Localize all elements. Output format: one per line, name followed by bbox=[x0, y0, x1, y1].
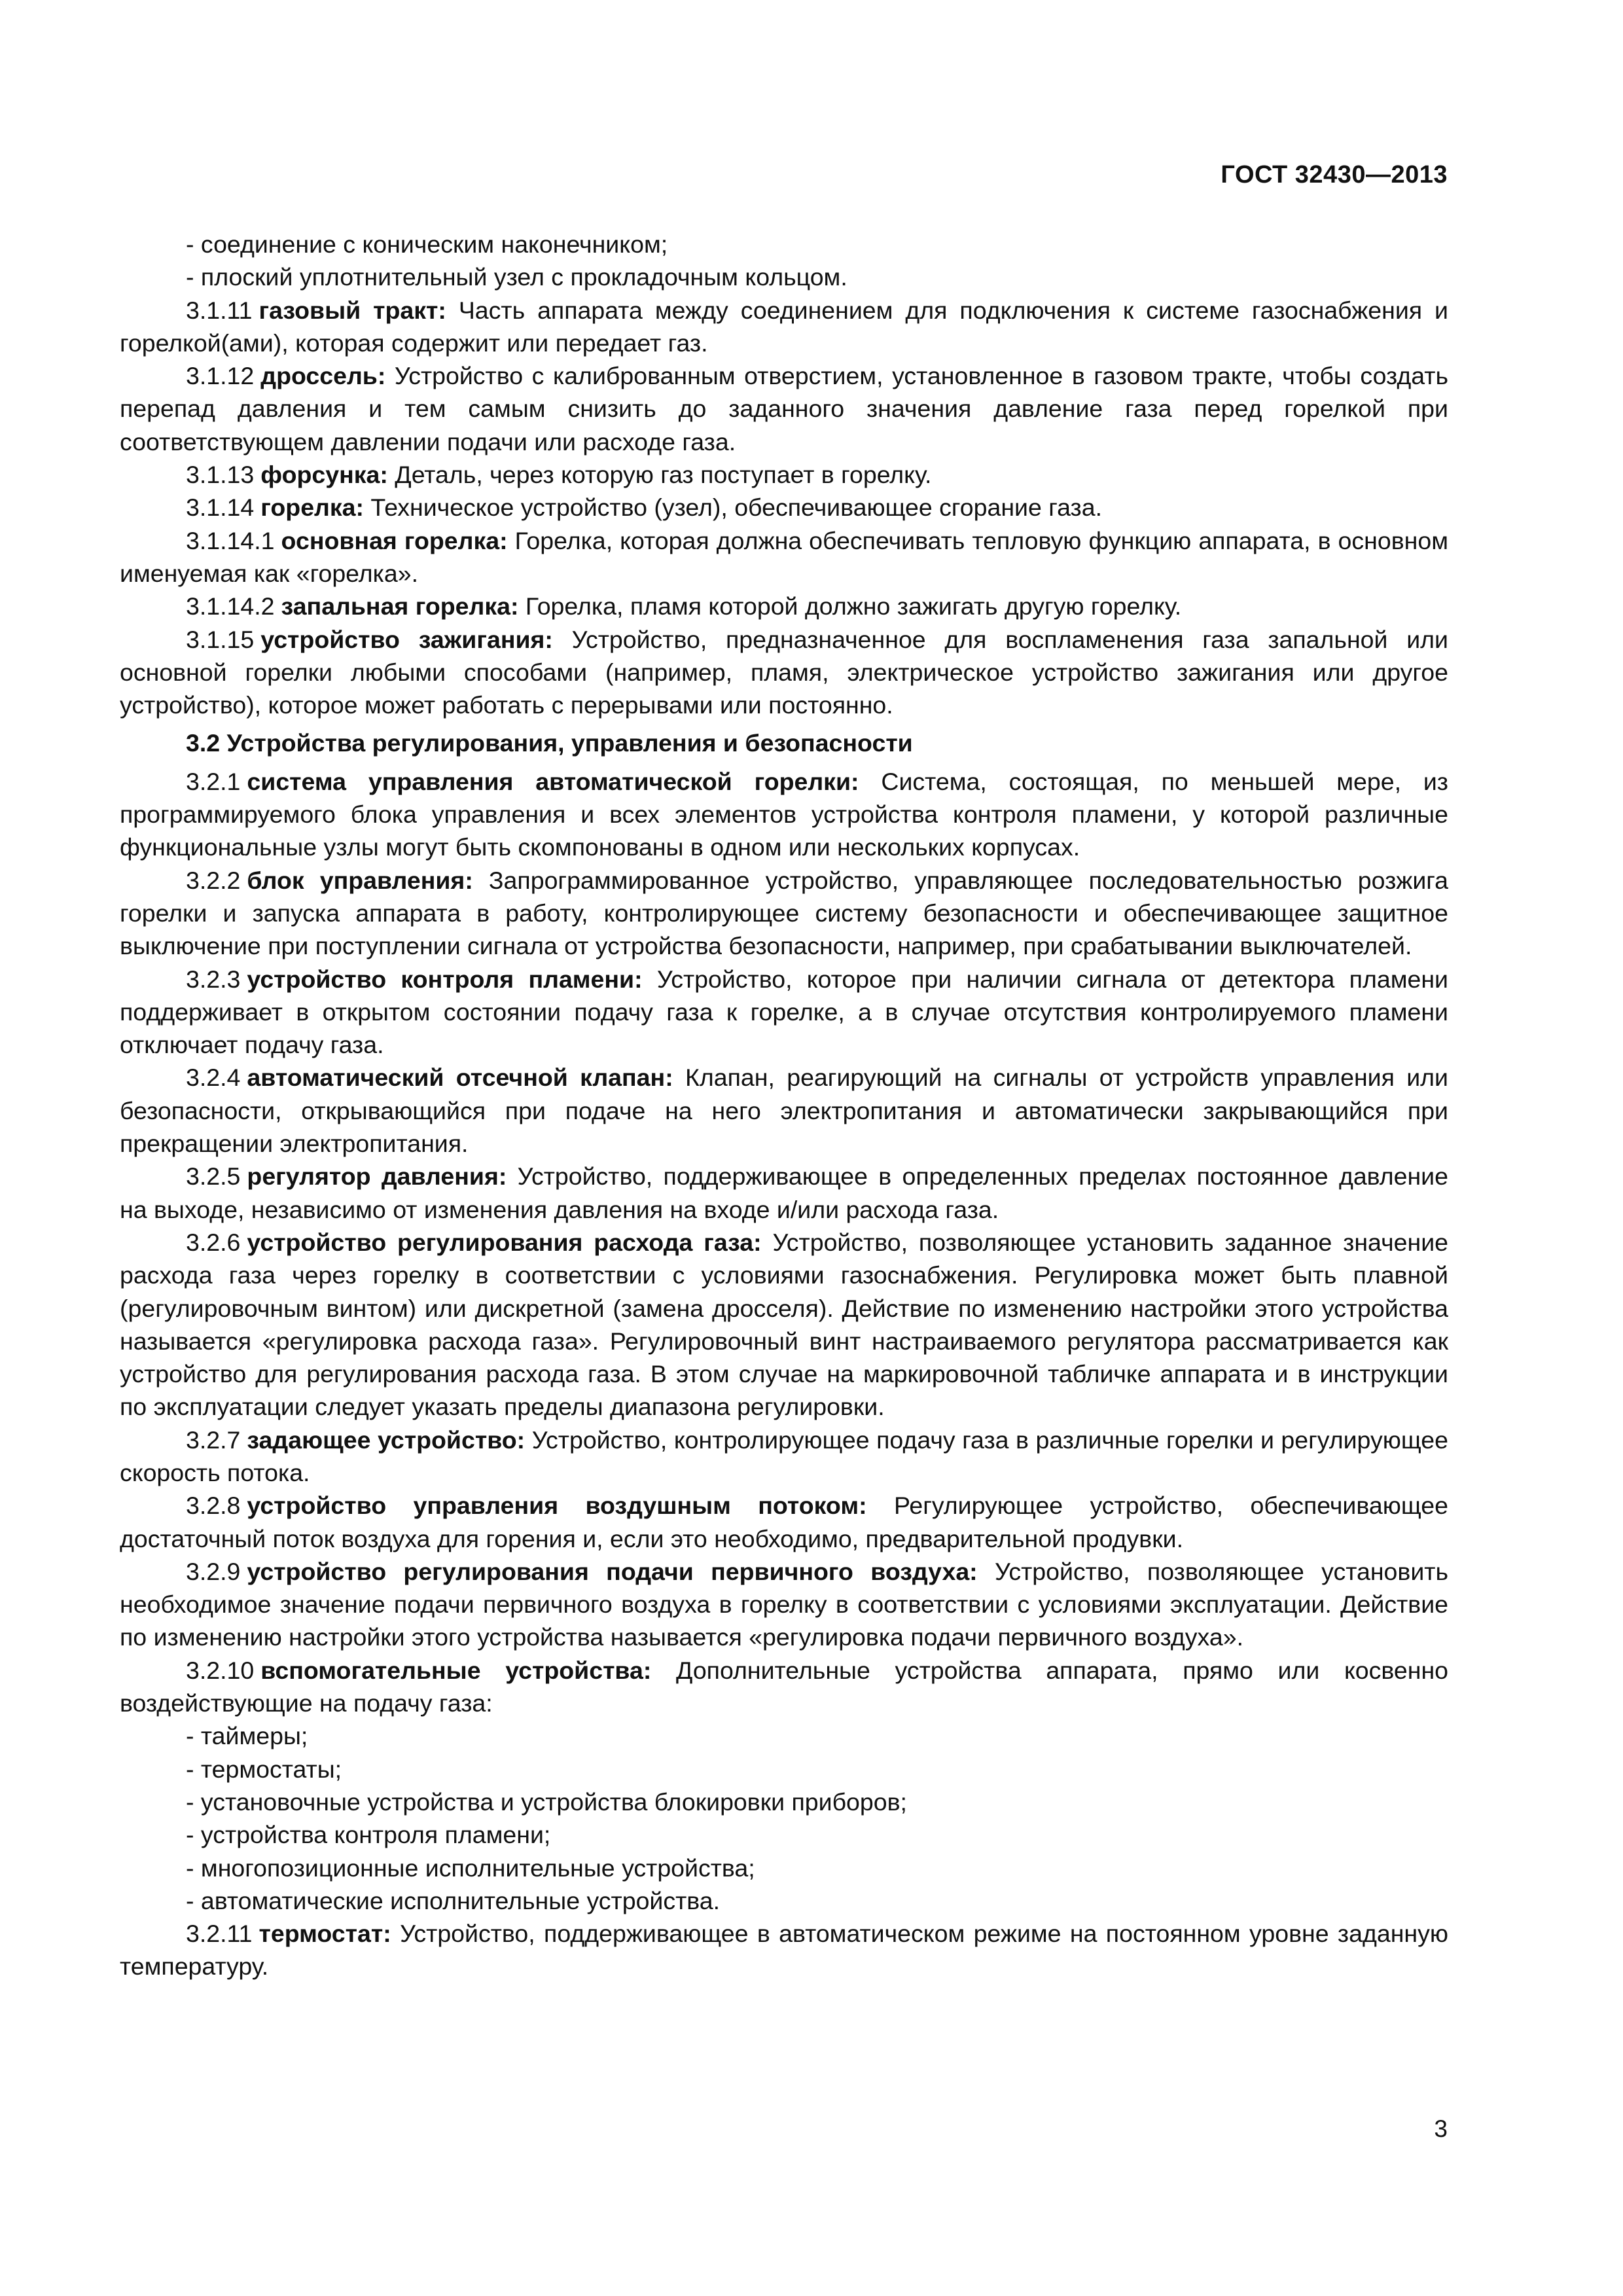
term-text: Устройство, поддерживающее в определенных пределах постоянное давление на выходе, независимо от изменения давления на входе и/или расхода газа. bbox=[120, 1162, 1448, 1223]
term-number: 3.1.14.1 bbox=[186, 526, 275, 554]
list-item: - соединение с коническим наконечником; bbox=[186, 230, 668, 258]
term-name: вспомогательные устройства: bbox=[260, 1656, 652, 1684]
term-definition bbox=[120, 765, 1448, 864]
list-item: - плоский уплотнительный узел с прокладочным кольцом. bbox=[186, 263, 847, 291]
term-number: 3.1.11 bbox=[186, 296, 253, 324]
term-name: дроссель: bbox=[260, 362, 386, 390]
section-heading: 3.2 Устройства регулирования, управления и безопасности bbox=[186, 729, 913, 757]
term-text: Устройство, которое при наличии сигнала от детектора пламени поддерживает в открытом состоянии подачу газа к горелке, а в случае отсутствия контролируемого пламени отключает подачу газа. bbox=[120, 965, 1448, 1059]
term-text: Запрограммированное устройство, управляющее последовательностью розжига горелки и запуска аппарата в работу, контролирующее систему безопасности и обеспечивающее защитное выключение при поступлении сигнала от устройства безопасности, например, при срабатывании выключателей. bbox=[120, 866, 1449, 960]
list-item: - установочные устройства и устройства блокировки приборов; bbox=[186, 1787, 907, 1816]
term-name: автоматический отсечной клапан: bbox=[247, 1064, 673, 1092]
term-number: 3.2.2 bbox=[186, 866, 241, 894]
term-name: устройство регулирования подачи первичного воздуха: bbox=[247, 1557, 978, 1585]
term-definition bbox=[120, 1654, 1448, 1720]
term-name: горелка: bbox=[260, 493, 364, 522]
term-definition bbox=[120, 294, 1448, 360]
term-number: 3.2.11 bbox=[186, 1920, 253, 1948]
term-number: 3.2.5 bbox=[186, 1162, 241, 1191]
term-number: 3.1.13 bbox=[186, 461, 255, 489]
term-definition bbox=[120, 1061, 1448, 1160]
term-number: 3.1.14 bbox=[186, 493, 255, 522]
list-item: - многопозиционные исполнительные устройства; bbox=[186, 1854, 755, 1882]
term-definition bbox=[120, 963, 1448, 1062]
term-definition bbox=[120, 623, 1448, 722]
term-definition bbox=[120, 590, 1448, 622]
page-number: 3 bbox=[1434, 2115, 1448, 2142]
term-text: Деталь, через которую газ поступает в горелку. bbox=[395, 461, 932, 489]
term-definition bbox=[120, 491, 1448, 524]
list-item: - автоматические исполнительные устройства. bbox=[186, 1886, 721, 1914]
term-name: задающее устройство: bbox=[247, 1426, 526, 1454]
term-number: 3.2.10 bbox=[186, 1656, 255, 1684]
term-text: Регулирующее устройство, обеспечивающее достаточный поток воздуха для горения и, если это необходимо, предварительной продувки. bbox=[120, 1492, 1449, 1552]
term-text: Устройство, предназначенное для воспламенения газа запальной или основной горелки любыми способами (например, пламя, электрическое устройство зажигания или другое устройство), которое может работать с перерывами или постоянно. bbox=[120, 625, 1448, 719]
list-item: - термостаты; bbox=[186, 1755, 342, 1783]
term-text: Дополнительные устройства аппарата, прямо или косвенно воздействующие на подачу газа: bbox=[120, 1656, 1449, 1717]
term-text: Устройство, позволяющее установить заданное значение расхода газа через горелку в соответствии с условиями газоснабжения. Регулировка может быть плавной (регулировочным винтом) или дискретной (замена дросселя). Действие по изменению настройки этого устройства называется «регулировка расхода газа». Регулировочный винт настраиваемого регулятора рассматривается как устройство для регулирования расхода газа. В этом случае на маркировочной табличке аппарата и в инструкции по эксплуатации следует указать пределы диапазона регулировки. bbox=[120, 1228, 1448, 1421]
term-number: 3.2.1 bbox=[186, 767, 241, 795]
term-number: 3.2.4 bbox=[186, 1064, 241, 1092]
term-text: Устройство с калиброванным отверстием, установленное в газовом тракте, чтобы создать перепад давления и тем самым снизить до заданного значения давление газа перед горелкой при соответствующем давлении подачи или расходе газа. bbox=[120, 362, 1448, 456]
term-name: основная горелка: bbox=[281, 526, 508, 554]
term-text: Устройство, поддерживающее в автоматическом режиме на постоянном уровне заданную температуру. bbox=[120, 1920, 1448, 1981]
standard-designation: ГОСТ 32430—2013 bbox=[1221, 161, 1448, 188]
term-name: форсунка: bbox=[260, 461, 388, 489]
list-item: - устройства контроля пламени; bbox=[186, 1821, 551, 1849]
term-definition bbox=[120, 524, 1448, 590]
term-text: Устройство, позволяющее установить необходимое значение подачи первичного воздуха в горелку в соответствии с условиями эксплуатации. Действие по изменению настройки этого устройства называется «регулировка подачи первичного воздуха». bbox=[120, 1557, 1448, 1651]
term-number: 3.2.7 bbox=[186, 1426, 241, 1454]
term-number: 3.2.3 bbox=[186, 965, 241, 993]
term-number: 3.2.9 bbox=[186, 1557, 241, 1585]
term-name: устройство зажигания: bbox=[260, 625, 553, 653]
term-definition bbox=[120, 1555, 1448, 1654]
term-number: 3.1.14.2 bbox=[186, 592, 275, 620]
term-text: Техническое устройство (узел), обеспечивающее сгорание газа. bbox=[370, 493, 1103, 522]
term-definition bbox=[120, 1160, 1448, 1226]
term-text: Горелка, которая должна обеспечивать тепловую функцию аппарата, в основном именуемая как «горелка». bbox=[120, 526, 1448, 587]
term-number: 3.1.15 bbox=[186, 625, 255, 653]
term-name: термостат: bbox=[259, 1920, 391, 1948]
term-definition bbox=[120, 359, 1448, 458]
term-definition bbox=[120, 1226, 1448, 1424]
term-name: запальная горелка: bbox=[281, 592, 519, 620]
term-definition bbox=[120, 1489, 1448, 1555]
term-text: Клапан, реагирующий на сигналы от устройств управления или безопасности, открывающийся при подаче на него электропитания и автоматически закрывающийся при прекращении электропитания. bbox=[120, 1064, 1449, 1158]
term-definition bbox=[120, 864, 1448, 963]
term-definition bbox=[120, 1917, 1448, 1983]
term-text: Часть аппарата между соединением для подключения к системе газоснабжения и горелкой(ами), которая содержит или передает газ. bbox=[120, 296, 1448, 357]
term-number: 3.2.6 bbox=[186, 1228, 241, 1256]
term-name: регулятор давления: bbox=[247, 1162, 507, 1191]
list-item: - таймеры; bbox=[186, 1722, 308, 1750]
term-name: блок управления: bbox=[247, 866, 473, 894]
term-name: газовый тракт: bbox=[259, 296, 446, 324]
term-number: 3.2.8 bbox=[186, 1492, 241, 1520]
term-text: Система, состоящая, по меньшей мере, из программируемого блока управления и всех элементов устройства контроля пламени, у которой различные функциональные узлы могут быть скомпонованы в одном или нескольких корпусах. bbox=[120, 767, 1449, 861]
term-name: устройство управления воздушным потоком: bbox=[247, 1492, 867, 1520]
term-name: система управления автоматической горелки: bbox=[247, 767, 859, 795]
term-definition bbox=[120, 458, 1448, 491]
term-name: устройство регулирования расхода газа: bbox=[247, 1228, 762, 1256]
document-body bbox=[120, 228, 1448, 1983]
term-text: Устройство, контролирующее подачу газа в различные горелки и регулирующее скорость потока. bbox=[120, 1426, 1449, 1486]
term-definition bbox=[120, 1424, 1448, 1490]
term-number: 3.1.12 bbox=[186, 362, 255, 390]
term-name: устройство контроля пламени: bbox=[247, 965, 643, 993]
term-text: Горелка, пламя которой должно зажигать другую горелку. bbox=[525, 592, 1182, 620]
